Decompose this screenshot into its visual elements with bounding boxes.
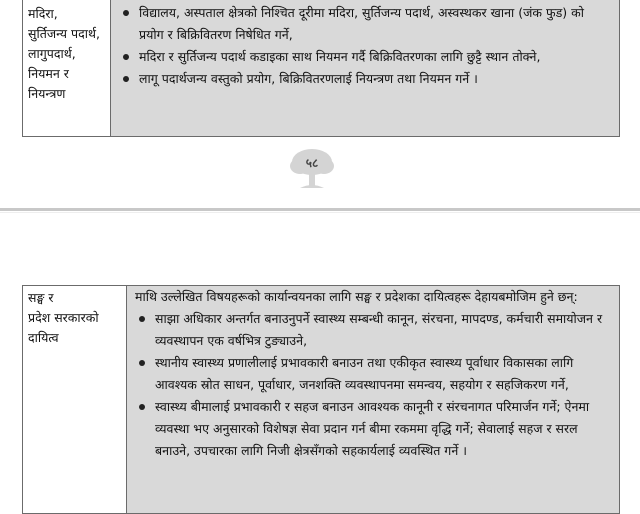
label-line: नियमन र	[28, 66, 69, 81]
page-divider-highlight	[0, 212, 640, 213]
label-line: सङ्घ र	[28, 290, 54, 305]
label-line: दायित्व	[28, 330, 59, 345]
row-content-alcohol-tobacco	[111, 0, 619, 136]
label-line: सुर्तिजन्य पदार्थ,	[28, 26, 100, 41]
list-item: साझा अधिकार अन्तर्गत बनाउनुपर्ने स्वास्थ्य सम्बन्धी कानून, संरचना, मापदण्ड, कर्मचारी समायोजन र व्यवस्थापन एक वर्षभित्र टुङ्याउने,	[135, 308, 611, 352]
label-line: मदिरा,	[28, 6, 58, 21]
policy-table-alcohol-tobacco	[22, 0, 620, 137]
list-item: मदिरा र सुर्तिजन्य पदार्थ कडाइका साथ नियमन गर्दै बिक्रिवितरणका लागि छुट्टै स्थान तोक्ने,	[119, 46, 611, 68]
bullet-list	[135, 308, 611, 462]
page-divider	[0, 208, 640, 211]
page-number-emblem	[286, 146, 338, 192]
row-label-federal-provincial	[23, 286, 127, 513]
policy-table-federal-provincial	[22, 285, 620, 514]
list-item: विद्यालय, अस्पताल क्षेत्रको निश्चित दूरीमा मदिरा, सुर्तिजन्य पदार्थ, अस्वस्थकर खाना (जंक फुड) को प्रयोग र बिक्रिवितरण निषेधित गर्ने,	[119, 2, 611, 46]
page-number: ५८	[305, 156, 319, 170]
bullet-list	[119, 2, 611, 90]
intro-text: माथि उल्लेखित विषयहरूको कार्यान्वयनका लागि सङ्घ र प्रदेशका दायित्वहरू देहायबमोजिम हुने छन्:	[135, 289, 578, 304]
label-line: प्रदेश सरकारको	[28, 310, 99, 325]
row-content-federal-provincial	[127, 286, 619, 513]
list-item: लागू पदार्थजन्य वस्तुको प्रयोग, बिक्रिवितरणलाई नियन्त्रण तथा नियमन गर्ने ।	[119, 68, 611, 90]
label-line: लागुपदार्थ,	[28, 46, 76, 61]
list-item: स्वास्थ्य बीमालाई प्रभावकारी र सहज बनाउन आवश्यक कानूनी र संरचनागत परिमार्जन गर्ने; ऐनमा व्यवस्था भए अनुसारको विशेषज्ञ सेवा प्रदान गर्न बीमा रकममा वृद्धि गर्ने; सेवालाई सहज र सरल बनाउने, उपचारका लागि निजी क्षेत्रसँगको सहकार्यलाई व्यवस्थित गर्ने ।	[135, 396, 611, 462]
row-label-alcohol-tobacco	[23, 0, 111, 136]
list-item: स्थानीय स्वास्थ्य प्रणालीलाई प्रभावकारी बनाउन तथा एकीकृत स्वास्थ्य पूर्वाधार विकासका लागि आवश्यक स्रोत साधन, पूर्वाधार, जनशक्ति व्यवस्थापनमा समन्वय, सहयोग र सहजिकरण गर्ने,	[135, 352, 611, 396]
label-line: नियन्त्रण	[28, 86, 66, 101]
